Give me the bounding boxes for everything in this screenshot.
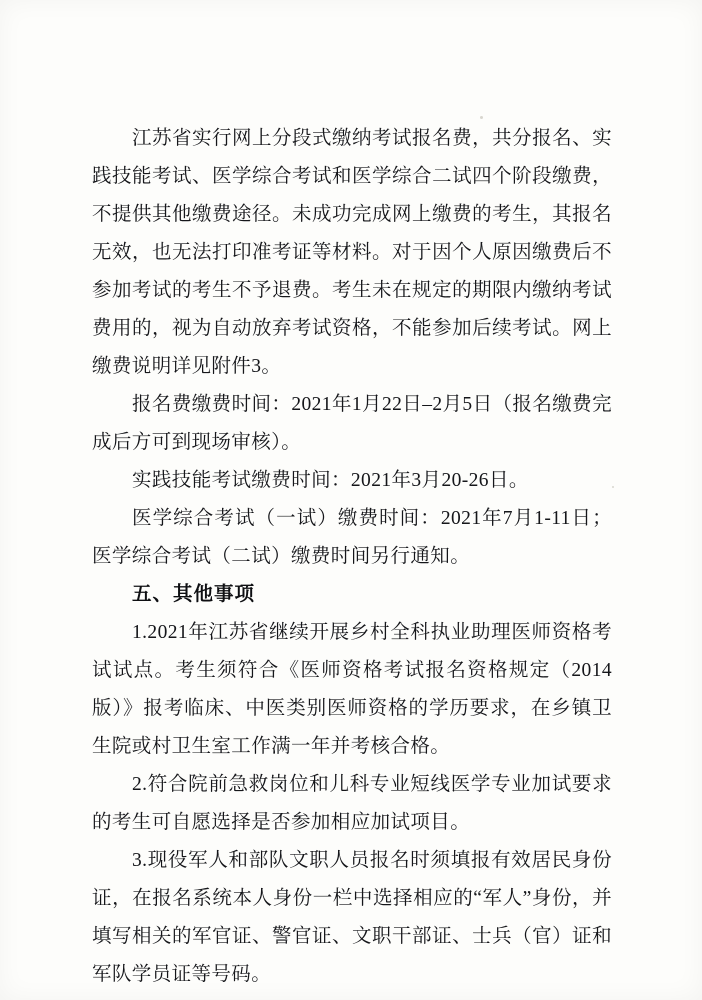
paragraph-comprehensive-fee-time: 医学综合考试（一试）缴费时间：2021年7月1-11日；医学综合考试（二试）缴费时间另行通知。 (92, 508, 612, 567)
paragraph-item-2: 2.符合院前急救岗位和儿科专业短线医学专业加试要求的考生可自愿选择是否参加相应加试项目。 (92, 774, 612, 833)
section-heading-other-matters: 五、其他事项 (132, 584, 256, 605)
paragraph-practical-fee-time: 实践技能考试缴费时间：2021年3月20-26日。 (132, 470, 529, 491)
scan-speck (612, 486, 614, 488)
paragraph-item-3: 3.现役军人和部队文职人员报名时须填报有效居民身份证，在报名系统本人身份一栏中选择相应的“军人”身份，并填写相关的军官证、警官证、文职干部证、士兵（官）证和军队学员证等号码。 (92, 850, 612, 985)
document-body (92, 120, 612, 994)
paragraph-registration-fee-time: 报名费缴费时间：2021年1月22日–2月5日（报名缴费完成后方可到现场审核）。 (92, 394, 612, 453)
paragraph-online-payment: 江苏省实行网上分段式缴纳考试报名费，共分报名、实践技能考试、医学综合考试和医学综合二试四个阶段缴费，不提供其他缴费途径。未成功完成网上缴费的考生，其报名无效，也无法打印准考证等材料。对于因个人原因缴费后不参加考试的考生不予退费。考生未在规定的期限内缴纳考试费用的，视为自动放弃考试资格，不能参加后续考试。网上缴费说明详见附件3。 (92, 128, 612, 377)
paragraph-item-1: 1.2021年江苏省继续开展乡村全科执业助理医师资格考试试点。考生须符合《医师资格考试报名资格规定（2014版）》报考临床、中医类别医师资格的学历要求，在乡镇卫生院或村卫生室工作满一年并考核合格。 (92, 622, 612, 757)
scan-speck (480, 116, 483, 119)
